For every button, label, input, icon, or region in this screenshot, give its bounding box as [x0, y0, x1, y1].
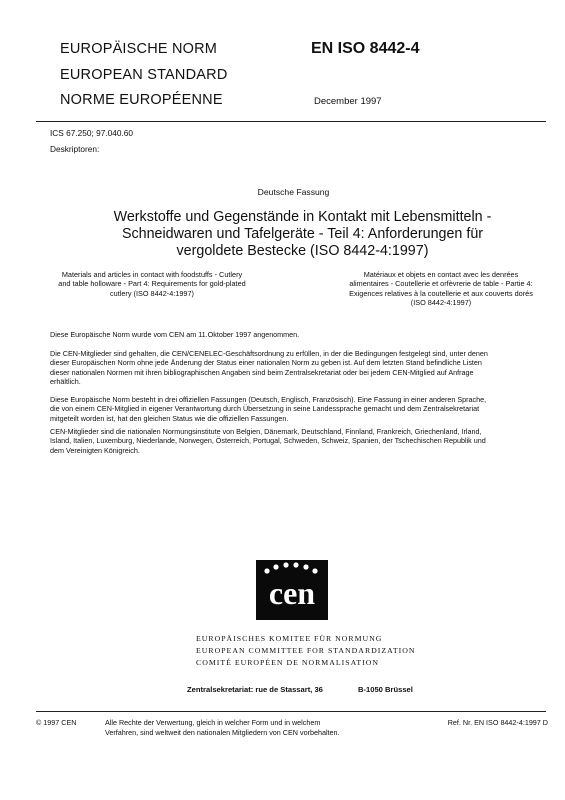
rights-line-1: Alle Rechte der Verwertung, gleich in welcher Form und in welchem	[105, 718, 321, 727]
footer-divider	[36, 711, 546, 712]
subtitle-fr-line-4: (ISO 8442-4:1997)	[410, 298, 472, 308]
copyright: © 1997 CEN	[36, 718, 77, 727]
header-divider	[36, 121, 546, 122]
paragraph-line: dieser nationalen Normen mit ihren bibliographischen Angaben sind beim Zentralsekretariat oder bei jedem CEN-Mitglied auf Anfrage	[50, 367, 474, 377]
ics-code: ICS 67.250; 97.040.60	[50, 128, 134, 138]
publication-date: December 1997	[314, 96, 382, 107]
title-line-3: vergoldete Bestecke (ISO 8442-4:1997)	[176, 243, 429, 259]
committee-name-de: EUROPÄISCHES KOMITEE FÜR NORMUNG	[196, 634, 383, 643]
title-line-2: Schneidwaren und Tafelgeräte - Teil 4: Anforderungen für	[121, 226, 484, 242]
official-versions-paragraph	[50, 395, 555, 423]
descriptors-label: Deskriptoren:	[50, 144, 100, 154]
paragraph-line: Die CEN-Mitglieder sind gehalten, die CEN/CENELEC-Geschäftsordnung zu erfüllen, in der die Bedingungen festgelegt sind, unter denen	[50, 349, 488, 358]
paragraph-line: Island, Italien, Luxemburg, Niederlande, Norwegen, Österreich, Portugal, Schweden, Schweiz, Spanien, der Tschechischen Republik und	[50, 436, 486, 446]
subtitle-french	[316, 270, 565, 308]
cen-logo-text: cen	[268, 575, 316, 611]
secretariat-city: B-1050 Brüssel	[358, 685, 413, 694]
subtitle-fr-line-3: Exigences relatives à la coutellerie et aux couverts dorés	[349, 288, 533, 298]
paragraph-line: dem Vereinigten Königreich.	[50, 445, 140, 455]
cen-members-paragraph	[50, 427, 555, 455]
norm-title-de: EUROPÄISCHE NORM	[60, 41, 218, 57]
subtitle-en-line-3: cutlery (ISO 8442-4:1997)	[110, 288, 194, 298]
subtitle-english	[36, 270, 268, 298]
document-title	[40, 209, 565, 260]
secretariat-address: Zentralsekretariat: rue de Stassart, 36	[187, 685, 323, 694]
subtitle-fr-line-1: Matériaux et objets en contact avec les denrées	[363, 270, 519, 279]
rights-notice	[105, 718, 340, 737]
reference-number: Ref. Nr. EN ISO 8442-4:1997 D	[447, 718, 548, 727]
cen-logo	[256, 560, 328, 620]
paragraph-line: dieser Europäischen Norm ohne jede Änderung der Status einer nationalen Norm zu geben ist. Auf dem letzten Stand befindliche Listen	[50, 358, 482, 368]
norm-title-en: EUROPEAN STANDARD	[60, 67, 228, 83]
paragraph-line: Diese Europäische Norm besteht in drei offiziellen Fassungen (Deutsch, Englisch, Französisch). Eine Fassung in einer anderen Sprache,	[50, 395, 487, 404]
committee-name-fr: COMITÉ EUROPÉEN DE NORMALISATION	[196, 658, 379, 667]
adoption-paragraph: Diese Europäische Norm wurde vom CEN am 11.Oktober 1997 angenommen.	[50, 330, 300, 339]
standard-number: EN ISO 8442-4	[311, 40, 420, 57]
subtitle-en-line-2: and table holloware - Part 4: Requirements for gold-plated	[58, 279, 246, 289]
paragraph-line: mitgeteilt worden ist, hat den gleichen Status wie die offiziellen Fassungen.	[50, 413, 289, 423]
committee-name-en: EUROPEAN COMMITTEE FOR STANDARDIZATION	[196, 646, 416, 655]
rights-line-2: Verfahren, sind weltweit den nationalen Mitgliedern von CEN vorbehalten.	[105, 727, 340, 737]
subtitle-fr-line-2: alimentaires - Coutellerie et orfèvrerie de table - Partie 4:	[349, 279, 533, 289]
paragraph-line: die von einem CEN-Mitglied in eigener Verantwortung durch Übersetzung in seine Landessprache gemacht und dem Zentralsekretariat	[50, 404, 480, 414]
paragraph-line: erhältlich.	[50, 376, 81, 386]
version-label: Deutsche Fassung	[257, 187, 330, 197]
paragraph-line: CEN-Mitglieder sind die nationalen Normungsinstitute von Belgien, Dänemark, Deutschland, Finnland, Frankreich, Griechenland, Irland,	[50, 427, 482, 436]
title-line-1: Werkstoffe und Gegenstände in Kontakt mit Lebensmitteln -	[113, 209, 492, 225]
subtitle-en-line-1: Materials and articles in contact with foodstuffs - Cutlery	[61, 270, 243, 279]
members-obligation-paragraph	[50, 349, 555, 386]
norm-title-fr: NORME EUROPÉENNE	[60, 92, 223, 108]
